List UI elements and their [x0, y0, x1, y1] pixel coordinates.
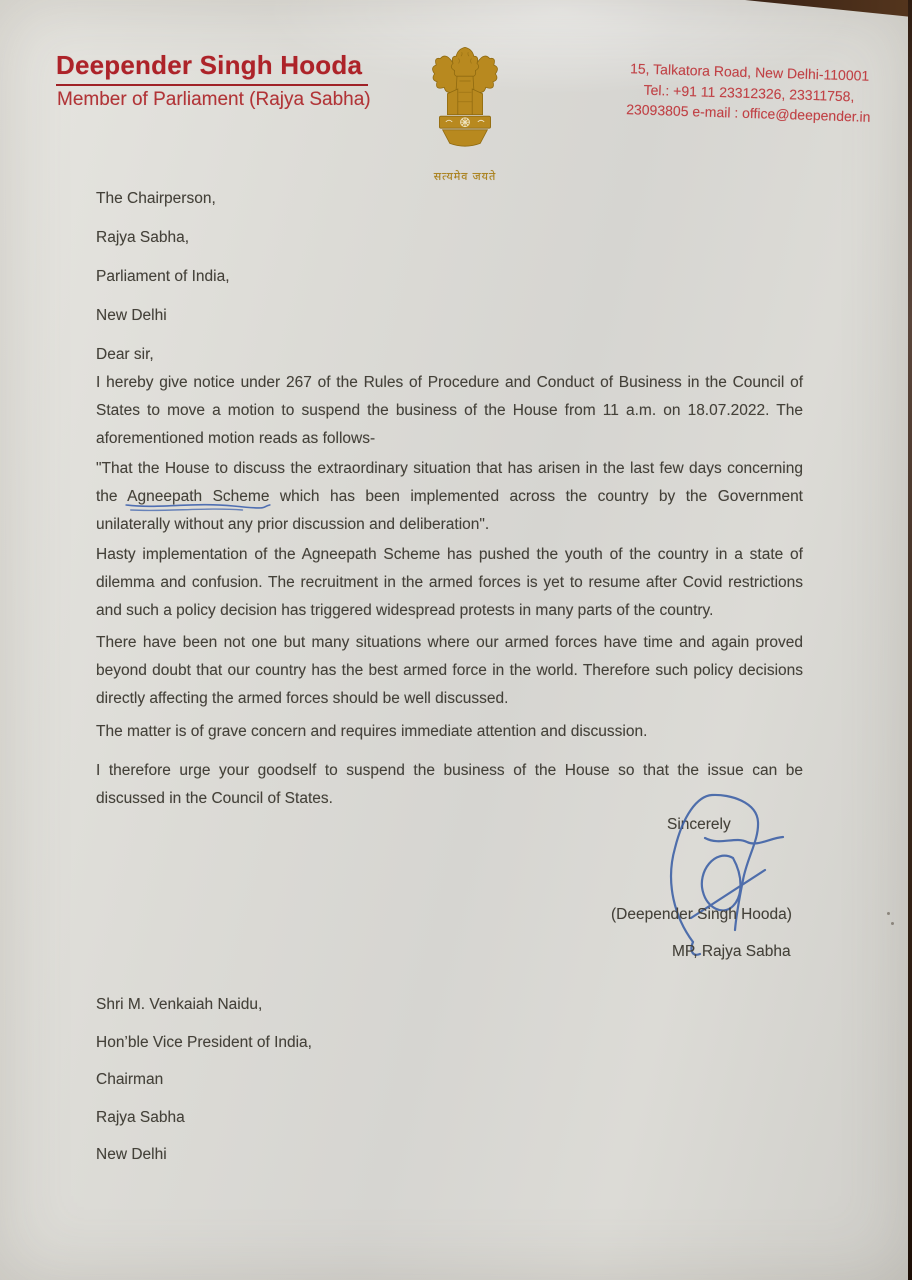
salutation: Dear sir,: [96, 346, 154, 363]
recipient-line: New Delhi: [96, 307, 167, 324]
addressee-line: Hon’ble Vice President of India,: [96, 1033, 312, 1051]
recipient-line: Parliament of India,: [96, 268, 230, 285]
signatory-title: MP, Rajya Sabha: [672, 943, 791, 960]
letterhead-name: Deepender Singh Hooda: [56, 50, 368, 86]
addressee-line: Rajya Sabha: [96, 1108, 185, 1126]
recipient-line: Rajya Sabha,: [96, 229, 190, 246]
ink-speck: [887, 912, 890, 915]
emblem-motto: सत्यमेव जयते: [433, 171, 497, 183]
closing: Sincerely: [667, 816, 731, 833]
addressee-block: [96, 991, 312, 1179]
photo-background-corner: [745, 0, 912, 17]
paragraph-armed-forces: There have been not one but many situations where our armed forces have time and again proved beyond doubt that our country has the best armed force in the world. Therefore such policy decisions directly affecting the armed forces should be well discussed.: [96, 634, 803, 707]
paragraph-grave-concern: The matter is of grave concern and requires immediate attention and discussion.: [96, 723, 648, 740]
letterhead-title: Member of Parliament (Rajya Sabha): [57, 89, 371, 110]
ink-speck: [891, 922, 894, 925]
photo-background-edge: [908, 0, 912, 1280]
national-emblem: [423, 44, 507, 184]
paragraph-motion: [96, 455, 803, 539]
addressee-line: Chairman: [96, 1071, 164, 1088]
contact-phone: Tel.: +91 11 23312326, 23311758,: [643, 81, 855, 105]
recipient-line: The Chairperson,: [96, 190, 216, 207]
addressee-line: Shri M. Venkaiah Naidu,: [96, 996, 263, 1013]
motion-text-suffix: which has been implemented across the country by the Government unilaterally without any prior discussion and deliberation".: [96, 488, 803, 533]
letter-body: [96, 185, 803, 815]
signatory-name: (Deepender Singh Hooda): [611, 906, 792, 923]
handwritten-signature: [635, 788, 820, 963]
ashoka-lion-capital-icon: [425, 44, 505, 166]
agneepath-scheme-text: Agneepath Scheme: [127, 488, 270, 505]
paragraph-hasty: Hasty implementation of the Agneepath Scheme has pushed the youth of the country in a state of dilemma and confusion. The recruitment in the armed forces is yet to resume after Covid restrictions and such a policy decision has triggered widespread protests in many parts of the country.: [96, 546, 803, 619]
motion-text-prefix: "That the House to discuss the extraordinary situation that has arisen in the last few days concerning the: [96, 460, 803, 505]
paragraph-urge: I therefore urge your goodself to suspend the business of the House so that the issue can be discussed in the Council of States.: [96, 762, 803, 807]
contact-email: 23093805 e-mail : office@deepender.in: [625, 101, 871, 126]
letterhead-contact: [589, 57, 909, 129]
contact-address: 15, Talkatora Road, New Delhi-110001: [629, 60, 870, 84]
paragraph-notice: I hereby give notice under 267 of the Rules of Procedure and Conduct of Business in the Council of States to move a motion to suspend the business of the House from 11 a.m. on 18.07.2022. The aforementioned motion reads as follows-: [96, 374, 803, 447]
addressee-line: New Delhi: [96, 1146, 167, 1163]
underlined-phrase: [127, 488, 269, 505]
